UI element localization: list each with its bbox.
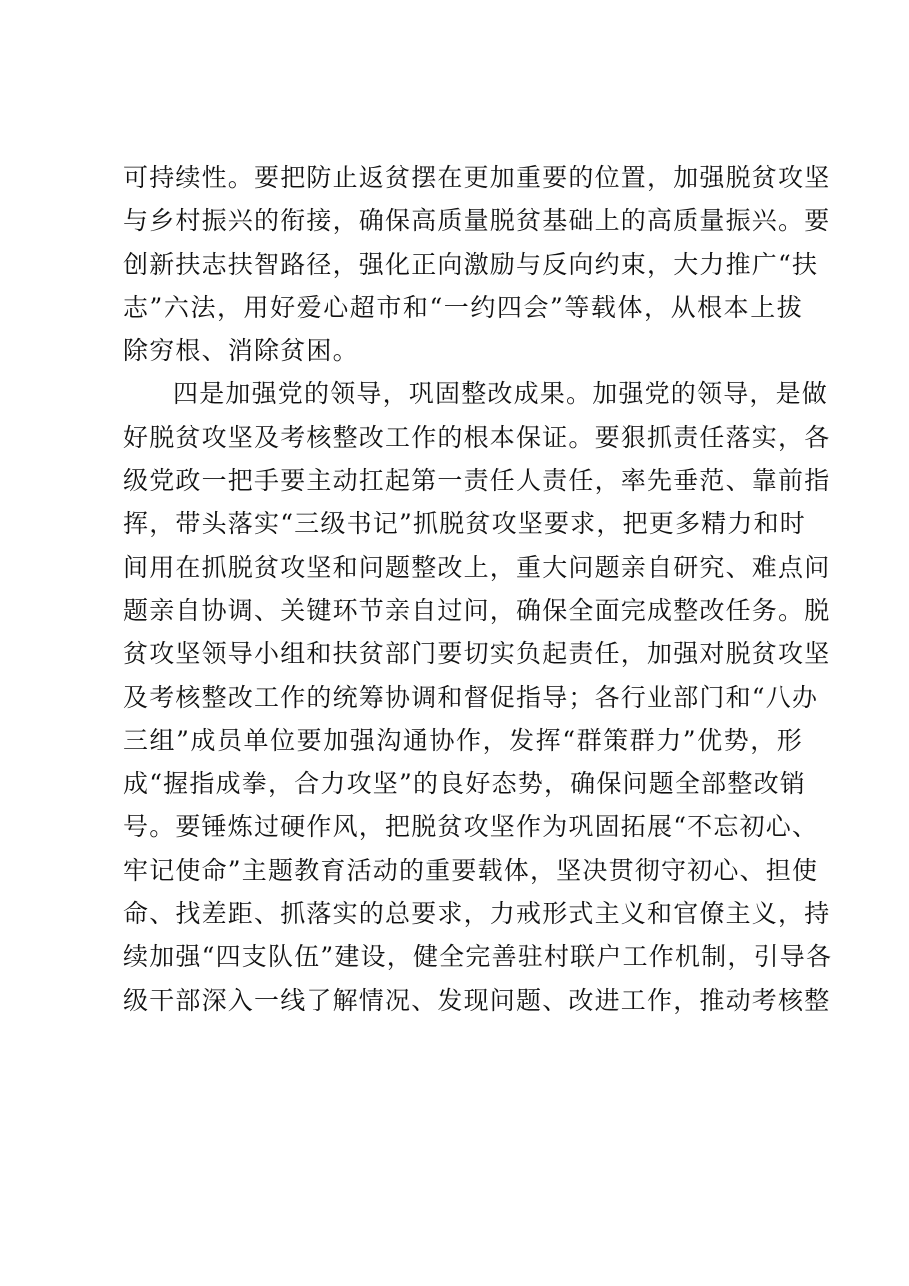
paragraph-2-line-5: 间用在抓脱贫攻坚和问题整改上，重大问题亲自研究、难点问 (123, 552, 831, 582)
paragraph-2-line-1: 四是加强党的领导，巩固整改成果。加强党的领导，是做 (173, 379, 829, 409)
paragraph-2-line-9: 三组”成员单位要加强沟通协作，发挥“群策群力”优势，形 (123, 725, 803, 755)
paragraph-2-line-12: 牢记使命”主题教育活动的重要载体，坚决贯彻守初心、担使 (123, 855, 819, 885)
paragraph-1-line-1: 可持续性。要把防止返贫摆在更加重要的位置，加强脱贫攻坚 (123, 163, 831, 192)
paragraph-2-line-11: 号。要锤炼过硬作风，把脱贫攻坚作为巩固拓展“不忘初心、 (123, 812, 819, 842)
paragraph-1-line-4: 志”六法，用好爱心超市和“一约四会”等载体，从根本上拔 (123, 292, 803, 322)
paragraph-1-line-2: 与乡村振兴的衔接，确保高质量脱贫基础上的高质量振兴。要 (123, 206, 831, 236)
paragraph-2-line-7: 贫攻坚领导小组和扶贫部门要切实负起责任，加强对脱贫攻坚 (123, 639, 831, 669)
paragraph-2-line-4: 挥，带头落实“三级书记”抓脱贫攻坚要求，把更多精力和时 (123, 509, 806, 539)
paragraph-1-line-3: 创新扶志扶智路径，强化正向激励与反向约束，大力推广“扶 (123, 249, 819, 279)
paragraph-2-line-14: 续加强“四支队伍”建设，健全完善驻村联户工作机制，引导各 (123, 942, 833, 972)
document-body (123, 156, 833, 1022)
paragraph-1 (123, 156, 831, 372)
paragraph-2-line-2: 好脱贫攻坚及考核整改工作的根本保证。要狠抓责任落实，各 (123, 422, 831, 452)
paragraph-2-line-15: 级干部深入一线了解情况、发现问题、改进工作，推动考核整 (123, 985, 831, 1015)
paragraph-2-line-10: 成“握指成拳，合力攻坚”的良好态势，确保问题全部整改销 (123, 769, 806, 799)
paragraph-2-line-3: 级党政一把手要主动扛起第一责任人责任，率先垂范、靠前指 (123, 466, 831, 496)
paragraph-2 (123, 372, 833, 1021)
paragraph-2-line-8: 及考核整改工作的统筹协调和督促指导；各行业部门和“八办 (123, 682, 819, 712)
paragraph-2-line-6: 题亲自协调、关键环节亲自过问，确保全面完成整改任务。脱 (123, 595, 831, 625)
paragraph-2-line-13: 命、找差距、抓落实的总要求，力戒形式主义和官僚主义，持 (123, 899, 831, 929)
paragraph-1-line-5: 除穷根、消除贫困。 (123, 336, 359, 366)
